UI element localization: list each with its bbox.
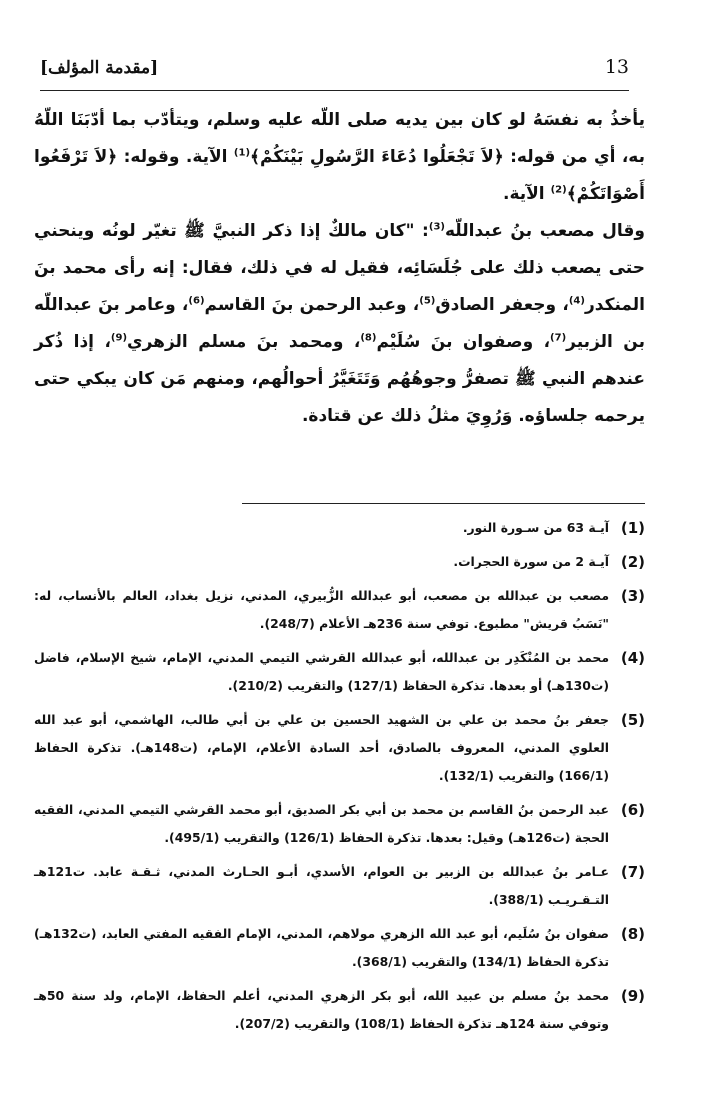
footnote-number: (7) — [620, 863, 645, 881]
footnote — [34, 858, 645, 914]
footnote-text: آيـة 63 من سـورة النور. — [462, 520, 609, 535]
footnote — [34, 644, 645, 700]
footnote-number: (5) — [620, 711, 645, 729]
text-run: ، وعبد الرحمن بنَ القاسم — [204, 295, 420, 315]
text-run: الآية. — [503, 184, 551, 204]
footnote-divider — [242, 503, 645, 504]
footnote-text: محمد بن المُنْكَدِر بن عبدالله، أبو عبدالله القرشي التيمي المدني، الإمام، شيخ الإسلام، فاضل (ت130هـ) أو بعدها. تذكرة الحفاظ (127/1) والتقريب (210/2). — [34, 650, 609, 693]
footnote — [34, 982, 645, 1038]
text-run: وقال مصعب بنُ عبداللّه — [444, 221, 645, 241]
footnote — [34, 706, 645, 790]
text-run: ، وصفوان بنَ سُلَيْم — [376, 332, 551, 352]
footnote — [34, 582, 645, 638]
text-run: : "كان مالكٌ إذا ذكر النبيَّ ﷺ تغيّر لونُه وينحني حتى يصعب ذلك على جُلَسَائِه، فقيل له في ذلك، فقال: إنه رأى محمد بنَ المنكدر — [34, 221, 646, 315]
footnote-ref: (3) — [428, 221, 445, 233]
paragraph — [34, 102, 645, 213]
running-title: [مقدمة المؤلف] — [40, 58, 159, 78]
footnote-number: (2) — [620, 553, 645, 571]
footnote-number: (1) — [620, 519, 645, 537]
footnote-text: عبد الرحمن بنُ القاسم بن محمد بن أبي بكر الصديق، أبو محمد القرشي التيمي المدني، الفقيه الحجة (ت126هـ) وقيل: بعدها. تذكرة الحفاظ (126/1) والتقريب (495/1). — [34, 802, 609, 845]
header-divider — [40, 90, 629, 91]
footnote-ref: (4) — [568, 295, 585, 307]
text-run: يأخذُ به نفسَهُ لو كان بين يديه صلى اللّه عليه وسلم، ويتأدّب بما أدّبَنَا اللّهُ به، أي من قوله: ﴿لاَ تَجْعَلُوا دُعَاءَ الرَّسُولِ بَيْنَكُمْ﴾ — [34, 110, 645, 167]
footnote — [34, 920, 645, 976]
footnote-text: صفوان بنُ سُلَيم، أبو عبد الله الزهري مولاهم، المدني، الإمام الفقيه المفتي العابد، (ت132هـ) تذكرة الحفاظ (134/1) والتقريب (368/1). — [34, 926, 609, 969]
footnote-ref: (6) — [188, 295, 205, 307]
page-number: 13 — [604, 56, 629, 78]
footnote — [34, 514, 645, 542]
footnote-number: (4) — [620, 649, 645, 667]
footnote-ref: (7) — [550, 332, 567, 344]
footnote-ref: (1) — [233, 147, 251, 159]
footnote-text: جعفر بنُ محمد بن علي بن الشهيد الحسين بن علي بن أبي طالب، الهاشمي، أبو عبد الله العلوي المدني، المعروف بالصادق، أحد السادة الأعلام، الإمام، (ت148هـ). تذكرة الحفاظ (166/1) والتقريب (132/1). — [34, 712, 609, 783]
footnote-text: محمد بنُ مسلم بن عبيد الله، أبو بكر الزهري المدني، أعلم الحفاظ، الإمام، ولد سنة 50هـ وتوفي سنة 124هـ تذكرة الحفاظ (108/1) والتقريب (207/2). — [34, 988, 609, 1031]
footnote — [34, 796, 645, 852]
text-run: ، وجعفر الصادق — [435, 295, 569, 315]
footnote-number: (6) — [620, 801, 645, 819]
footnote-text: مصعب بن عبدالله بن مصعب، أبو عبدالله الزُّبيري، المدني، نزيل بغداد، العالم بالأنساب، له: "نَسَبُ قريش" مطبوع. توفي سنة 236هـ الأعلام (248/7). — [34, 588, 609, 631]
main-text — [34, 102, 645, 435]
footnote-number: (3) — [620, 587, 645, 605]
text-run: ، إذا ذُكر عندهم النبي ﷺ تصفرُّ وجوهُهُم وَتَتَغَيَّرُ أحوالُهم، ومنهم مَن كان يبكي حتى يرحمه جلساؤه. وَرُوِيَ مثلُ ذلك عن قتادة. — [34, 332, 645, 426]
footnote-ref: (2) — [550, 184, 567, 196]
footnote-ref: (5) — [419, 295, 436, 307]
footnote-text: آيـة 2 من سورة الحجرات. — [453, 554, 609, 569]
footnote-ref: (9) — [110, 332, 128, 344]
text-run: ، وعامر بنَ عبداللّه بن الزبير — [34, 295, 645, 352]
footnote-text: عـامر بنُ عبدالله بن الزبير بن العوام، الأسدي، أبـو الحـارث المدني، ثـقـة عابد. ت121هـ التـقـريـب (388/1). — [34, 864, 609, 907]
footnote-number: (8) — [620, 925, 645, 943]
page-header — [40, 54, 629, 90]
footnotes — [34, 514, 645, 1044]
footnote-number: (9) — [620, 987, 645, 1005]
footnote — [34, 548, 645, 576]
paragraph — [34, 213, 645, 435]
text-run: ، ومحمد بنَ مسلم الزهري — [127, 332, 361, 352]
text-run: الآية. وقوله: ﴿لاَ تَرْفَعُوا أَصْوَاتَكُمْ﴾ — [34, 147, 645, 204]
footnote-ref: (8) — [360, 332, 377, 344]
